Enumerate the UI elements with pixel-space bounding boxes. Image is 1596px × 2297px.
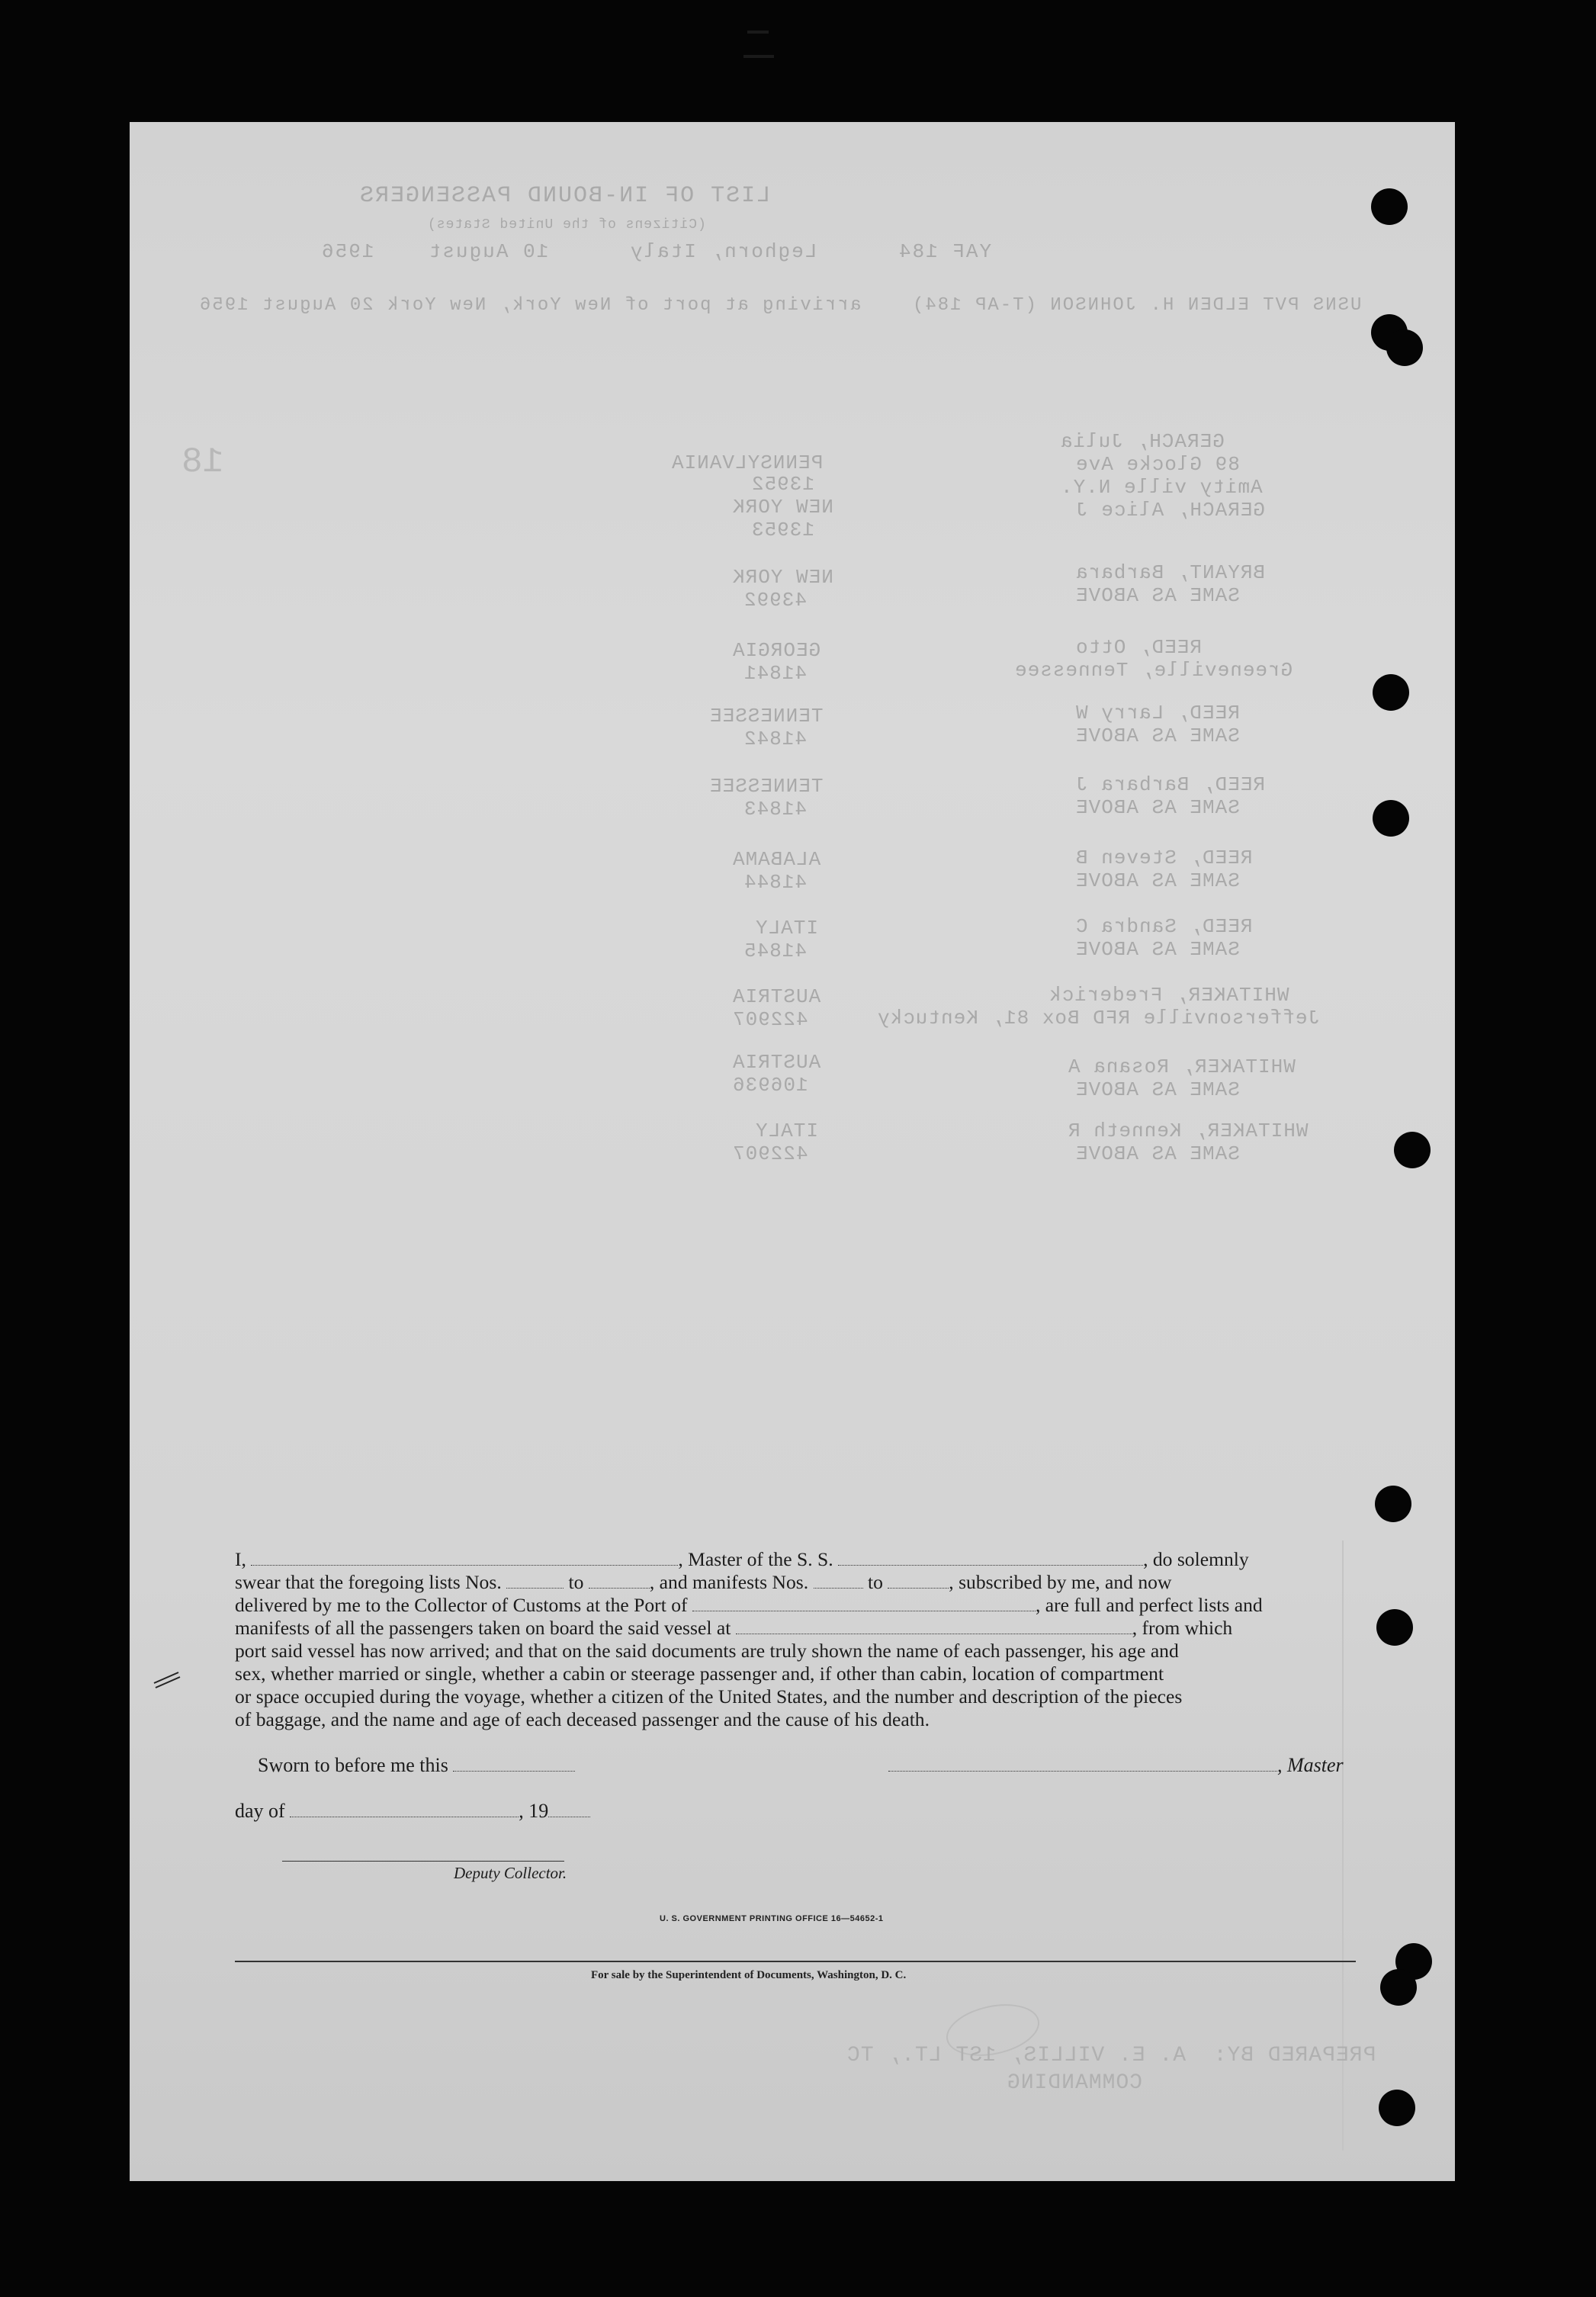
bleed-entry-detail: SAME AS ABOVE — [1075, 584, 1240, 607]
bleed-entry-place: ITALY — [755, 1120, 819, 1142]
master-signature-field[interactable] — [888, 1757, 1277, 1772]
bleed-entry-place: NEW YORK — [732, 496, 833, 519]
oath-text: to — [867, 1571, 883, 1593]
binder-hole — [1386, 329, 1423, 366]
binder-hole — [1394, 1132, 1431, 1168]
bleed-entry-name: REED, Steven B — [1075, 847, 1253, 869]
oath-text: , subscribed by me, and now — [949, 1571, 1172, 1593]
lists-to-field[interactable] — [589, 1574, 650, 1589]
bleed-entry-place: AUSTRIA — [732, 1051, 821, 1074]
oath-text: , Master of the S. S. — [678, 1548, 833, 1570]
oath-text: swear that the foregoing lists Nos. — [235, 1571, 502, 1593]
oath-line-5: port said vessel has now arrived; and that on the said documents are truly shown the name of each passenger, his age and — [235, 1640, 1179, 1662]
bleed-entry-detail: Jeffersonville RFD Box 81, Kentucky — [877, 1007, 1321, 1030]
bleed-entry-name: REED, Otto — [1075, 636, 1203, 659]
bleed-entry-place: TENNESSEE — [709, 705, 824, 728]
bleed-entry-number: 41843 — [743, 798, 808, 821]
bleed-entry-place: TENNESSEE — [709, 775, 824, 798]
sworn-date-field[interactable] — [453, 1757, 575, 1772]
binder-hole — [1375, 1486, 1411, 1522]
bleed-entry-detail: SAME AS ABOVE — [1075, 724, 1240, 747]
year-field[interactable] — [548, 1803, 590, 1817]
bleed-stamp-line-1: PREPARED BY: A. E. VILLIS, 1ST LT., TC — [846, 2044, 1376, 2067]
bleed-entry-number: 41845 — [743, 940, 808, 962]
bleed-entry-number: 41841 — [743, 662, 808, 685]
bleed-entry-name: WHITAKER, Kenneth R — [1068, 1120, 1309, 1142]
sworn-label: Sworn to before me this — [258, 1754, 448, 1776]
margin-pen-mark — [153, 1666, 183, 1689]
binder-hole — [1373, 674, 1409, 711]
bleed-header-sub: (Citizens of the United States) — [427, 217, 706, 233]
oath-line-2 — [235, 1571, 1356, 1594]
deputy-collector-label: Deputy Collector. — [454, 1864, 567, 1882]
bleed-entry-name: REED, Sandra C — [1075, 915, 1253, 938]
oath-text: , and manifests Nos. — [649, 1571, 809, 1593]
bleed-entry-name: GERACH, Julia — [1060, 430, 1225, 453]
ship-name-field[interactable] — [838, 1551, 1143, 1566]
binder-hole — [1376, 1609, 1413, 1646]
oath-line-8: of baggage, and the name and age of each deceased passenger and the cause of his death. — [235, 1708, 930, 1730]
day-of-label: day of — [235, 1800, 285, 1822]
bleed-entry-detail: SAME AS ABOVE — [1075, 938, 1240, 961]
day-of-line — [235, 1800, 590, 1823]
manifests-to-field[interactable] — [888, 1574, 949, 1589]
bleed-entry-number: 13953 — [751, 519, 815, 541]
binder-hole — [1371, 188, 1408, 225]
master-oath — [235, 1548, 1356, 1731]
oath-text: , are full and perfect lists and — [1035, 1594, 1263, 1616]
oath-text: delivered by me to the Collector of Customs at the Port of — [235, 1594, 688, 1616]
oath-text: , from which — [1132, 1617, 1233, 1639]
deputy-signature-rule[interactable] — [282, 1861, 564, 1862]
bleed-entry-place: GEORGIA — [732, 639, 821, 662]
bleed-entry-number: 422907 — [732, 1008, 808, 1031]
bleed-stamp-line-2: COMMANDING — [1007, 2071, 1143, 2095]
oath-line-7: or space occupied during the voyage, whether a citizen of the United States, and the number and description of the pieces — [235, 1685, 1183, 1707]
bleed-entry-place: PENNSYLVANIA — [671, 451, 824, 474]
bleed-entry-name: WHITAKER, Rosana A — [1068, 1055, 1296, 1078]
oath-line-6: sex, whether married or single, whether a cabin or steerage passenger and, if other than cabin, location of compartment — [235, 1663, 1164, 1685]
bleed-ship-line: USNS PVT ELDEN H. JOHNSON (T-AP 184) arriving at port of New York, New York 20 August 1956 — [198, 295, 1362, 316]
for-sale-notice: For sale by the Superintendent of Documents, Washington, D. C. — [591, 1969, 907, 1981]
bleed-entry-detail: SAME AS ABOVE — [1075, 869, 1240, 892]
bleed-voyage-line: YAF 184 Leghorn, Italy 10 August 1956 — [320, 240, 992, 263]
year-label: , 19 — [519, 1800, 549, 1822]
oath-line-1 — [235, 1548, 1356, 1571]
bleed-entry-name: WHITAKER, Frederick — [1048, 984, 1289, 1007]
bleed-entry-name: BRYANT, Barbara — [1075, 561, 1266, 584]
master-name-field[interactable] — [251, 1551, 678, 1566]
bleed-entry-name: Amity ville N.Y. — [1060, 476, 1263, 499]
binder-hole — [1373, 800, 1409, 837]
footer-rule — [235, 1961, 1356, 1962]
scan-mark — [747, 31, 769, 34]
oath-line-4 — [235, 1617, 1356, 1640]
bleed-entry-number: 41844 — [743, 871, 808, 894]
oath-text: to — [568, 1571, 584, 1593]
bleed-entry-number: 13952 — [751, 473, 815, 496]
binder-hole — [1379, 2090, 1415, 2126]
bleed-entry-detail: SAME AS ABOVE — [1075, 796, 1240, 819]
bleed-header-title: LIST OF IN-BOUND PASSENGERS — [358, 183, 771, 209]
bleed-entry-detail: GERACH, Alice J — [1075, 499, 1266, 522]
bleed-entry-place: ALABAMA — [732, 848, 821, 871]
boarding-port-field[interactable] — [736, 1620, 1132, 1634]
bleed-entry-detail: 89 Glocke Ave — [1075, 453, 1240, 476]
bleed-entry-number: 41842 — [743, 728, 808, 750]
oath-line-3 — [235, 1594, 1356, 1617]
master-label: , Master — [1277, 1754, 1344, 1776]
lists-from-field[interactable] — [506, 1574, 564, 1589]
bleed-entry-place: ITALY — [755, 917, 819, 940]
printing-office-imprint: U. S. GOVERNMENT PRINTING OFFICE 16—54652-1 — [660, 1914, 884, 1923]
bleed-page-number: 18 — [181, 442, 224, 482]
master-signature-line — [888, 1754, 1344, 1777]
bleed-entry-detail: Greeneville, Tennessee — [1014, 659, 1293, 682]
bleed-entry-number: 422907 — [732, 1142, 808, 1165]
oath-text: , do solemnly — [1143, 1548, 1249, 1570]
manifests-from-field[interactable] — [814, 1574, 863, 1589]
bleed-entry-detail: SAME AS ABOVE — [1075, 1078, 1240, 1101]
bleed-entry-name: REED, Larry W — [1075, 702, 1240, 724]
bleed-entry-place: NEW YORK — [732, 566, 833, 589]
binder-hole — [1380, 1969, 1417, 2006]
bleed-entry-detail: SAME AS ABOVE — [1075, 1142, 1240, 1165]
oath-text: manifests of all the passengers taken on board the said vessel at — [235, 1617, 731, 1639]
bleed-entry-name: REED, Barbara J — [1075, 773, 1266, 796]
port-field[interactable] — [692, 1597, 1036, 1611]
sworn-line — [258, 1754, 575, 1777]
day-of-field[interactable] — [290, 1803, 519, 1817]
bleed-entry-number: 106936 — [732, 1074, 808, 1097]
bleed-entry-place: AUSTRIA — [732, 985, 821, 1008]
scan-mark — [743, 55, 774, 58]
oath-text: I, — [235, 1548, 246, 1570]
bleed-entry-number: 43992 — [743, 589, 808, 612]
